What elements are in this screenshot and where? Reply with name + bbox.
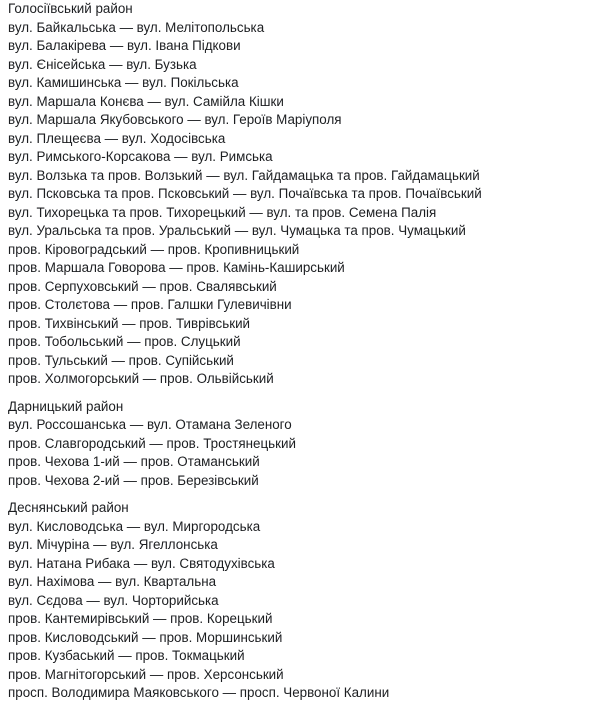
street-rename-list xyxy=(8,19,608,389)
district-holosiivskyi xyxy=(8,0,608,389)
street-rename-item: вул. Псковська та пров. Псковський — вул. Почаївська та пров. Почаївський xyxy=(8,186,482,201)
street-rename-item: пров. Холмогорський — пров. Ольвійський xyxy=(8,371,274,386)
street-rename-item: вул. Римського-Корсакова — вул. Римська xyxy=(8,149,273,164)
street-rename-item: вул. Камишинська — вул. Покільська xyxy=(8,75,239,90)
street-rename-item: вул. Єнісейська — вул. Бузька xyxy=(8,56,197,72)
street-rename-item: пров. Кисловодський — пров. Моршинський xyxy=(8,629,283,645)
street-rename-item: пров. Маршала Говорова — пров. Камінь-Каширський xyxy=(8,260,345,275)
street-rename-item: просп. Володимира Маяковського — просп. Червоної Калини xyxy=(8,685,390,700)
street-rename-item: вул. Тихорецька та пров. Тихорецький — вул. та пров. Семена Палія xyxy=(8,204,437,220)
street-rename-item: вул. Уральська та пров. Уральський — вул. Чумацька та пров. Чумацький xyxy=(8,223,466,238)
street-rename-item: пров. Кузбаський — пров. Токмацький xyxy=(8,648,245,663)
street-rename-item: вул. Балакірева — вул. Івана Підкови xyxy=(8,38,241,53)
street-rename-item: вул. Россошанська — вул. Отамана Зеленого xyxy=(8,417,292,432)
street-rename-item: вул. Маршала Конєва — вул. Самійла Кішки xyxy=(8,93,284,109)
street-rename-item: пров. Славгородський — пров. Тростянецький xyxy=(8,435,296,451)
district-title: Голосіївський район xyxy=(8,1,133,16)
street-rename-item: пров. Магнітогорський — пров. Херсонський xyxy=(8,666,284,682)
street-rename-item: пров. Тобольський — пров. Слуцький xyxy=(8,334,241,349)
district-darnytskyi xyxy=(8,398,608,491)
district-title: Деснянський район xyxy=(8,500,129,515)
street-rename-item: пров. Кіровоградський — пров. Кропивницький xyxy=(8,241,300,257)
street-rename-item: вул. Плещеєва — вул. Ходосівська xyxy=(8,130,226,146)
street-rename-item: вул. Нахімова — вул. Квартальна xyxy=(8,574,217,589)
district-desnianskyi xyxy=(8,499,608,703)
district-title: Дарницький район xyxy=(8,398,124,414)
street-rename-item: пров. Чехова 2-ий — пров. Березівський xyxy=(8,472,259,488)
street-rename-item: вул. Маршала Якубовського — вул. Героїв Маріуполя xyxy=(8,112,342,127)
street-rename-item: пров. Кантемирівський — пров. Корецький xyxy=(8,611,273,626)
street-rename-item: вул. Сєдова — вул. Чорторийська xyxy=(8,592,219,608)
street-rename-item: пров. Серпуховський — пров. Свалявський xyxy=(8,278,277,294)
street-rename-item: вул. Мічуріна — вул. Ягеллонська xyxy=(8,537,218,552)
street-rename-list xyxy=(8,518,608,703)
street-rename-item: вул. Волзька та пров. Волзький — вул. Гайдамацька та пров. Гайдамацький xyxy=(8,167,480,183)
street-rename-item: пров. Тульський — пров. Супійський xyxy=(8,352,234,368)
street-rename-item: вул. Байкальська — вул. Мелітопольська xyxy=(8,19,265,35)
street-rename-item: пров. Чехова 1-ий — пров. Отаманський xyxy=(8,454,260,469)
street-rename-item: пров. Тихвінський — пров. Тиврівський xyxy=(8,315,251,331)
street-rename-item: пров. Столєтова — пров. Галшки Гулевичівни xyxy=(8,297,292,312)
street-rename-item: вул. Натана Рибака — вул. Святодухівська xyxy=(8,555,275,571)
street-rename-item: вул. Кисловодська — вул. Миргородська xyxy=(8,518,261,534)
street-rename-list xyxy=(8,416,608,490)
